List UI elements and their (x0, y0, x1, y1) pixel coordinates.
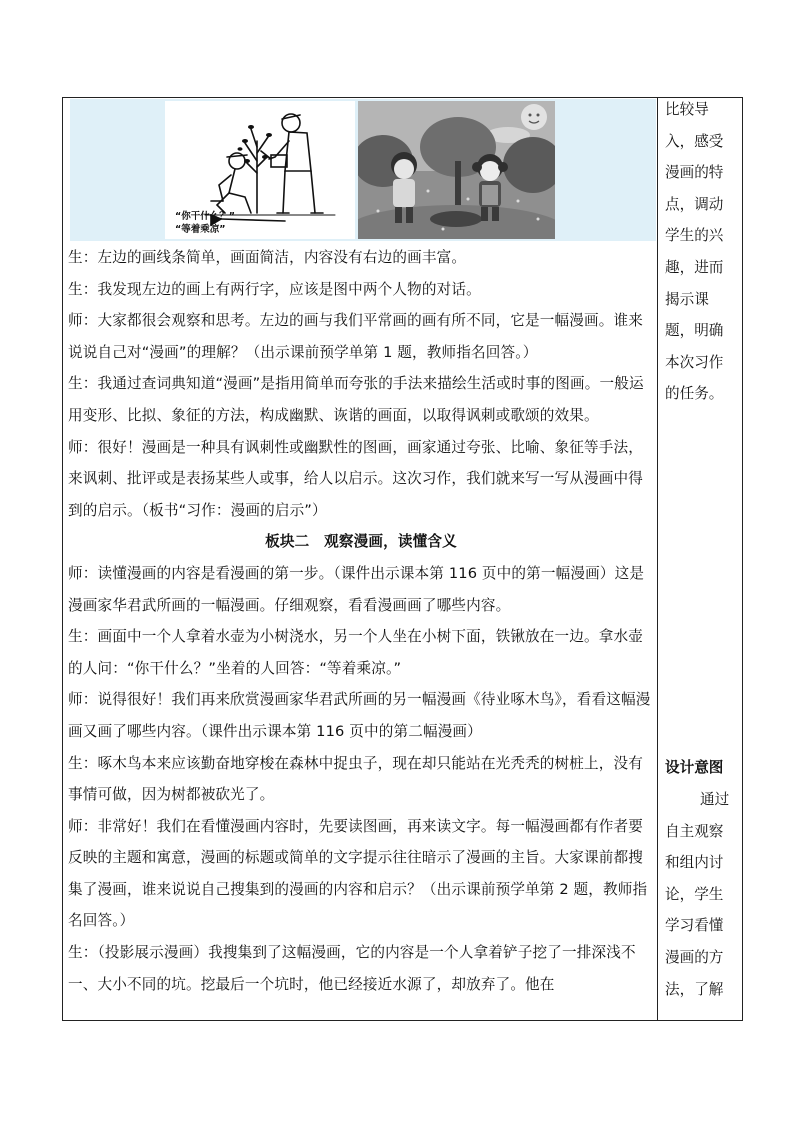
side-note-line: 趣，进而 (665, 258, 724, 276)
side-note-line: 论，学生 (665, 885, 724, 903)
side-note-line: 揭示课 (665, 290, 709, 308)
paragraph: 生：左边的画线条简单，画面简洁，内容没有右边的画丰富。 (68, 249, 467, 266)
paragraph: 生：画面中一个人拿着水壶为小树浇水，另一个人坐在小树下面，铁锹放在一边。拿水壶的人问：“你干什么？”坐着的人回答：“等着乘凉。” (68, 628, 644, 677)
side-note-line: 漫画的方 (665, 948, 724, 966)
side-note-line: 点，调动 (665, 195, 724, 213)
side-note-line: 比较导 (665, 101, 709, 118)
lesson-body (68, 242, 654, 1000)
side-note-line: 自主观察 (665, 822, 724, 840)
side-note-line: 学习看懂 (665, 917, 724, 935)
children-planting-tree-image (358, 101, 555, 239)
side-note-design (665, 784, 737, 1005)
comic-waiting-for-shade-image (165, 101, 355, 239)
paragraph: 生：我通过查词典知道“漫画”是指用简单而夸张的手法来描绘生活或时事的图画。一般运用变形、比拟、象征的方法，构成幽默、诙谐的画面，以取得讽刺或歌颂的效果。 (68, 375, 644, 424)
side-note-line: 学生的兴 (665, 227, 724, 245)
paragraph: 师：很好！漫画是一种具有讽刺性或幽默性的图画，画家通过夸张、比喻、象征等手法，来讽刺、批评或是表扬某些人或事，给人以启示。这次习作，我们就来写一写从漫画中得到的启示。（板书“习作：漫画的启示”） (68, 438, 644, 519)
side-note-line: 和组内讨 (665, 854, 724, 872)
paragraph: 生：我发现左边的画上有两行字，应该是图中两个人物的对话。 (68, 280, 481, 298)
paragraph: 师：读懂漫画的内容是看漫画的第一步。（课件出示课本第 116 页中的第一幅漫画）这是漫画家华君武所画的一幅漫画。仔细观察，看看漫画画了哪些内容。 (68, 564, 645, 614)
side-note-line: 通过 (700, 791, 730, 808)
side-note-intro (665, 94, 737, 410)
column-divider (657, 97, 658, 1021)
comic-caption-answer: “等着乘凉” (175, 224, 226, 235)
comic-caption-question: “你干什么？” (175, 211, 235, 222)
side-note-line: 漫画的特 (665, 164, 724, 182)
paragraph: 师：大家都很会观察和思考。左边的画与我们平常画的画有所不同，它是一幅漫画。谁来说说自己对“漫画”的理解？（出示课前预学单第 1 题，教师指名回答。） (68, 312, 644, 361)
side-note-line: 法，了解 (665, 980, 724, 998)
design-intent-title: 设计意图 (665, 759, 724, 776)
side-note-line: 入，感受 (665, 132, 724, 150)
paragraph: 生：啄木鸟本来应该勤奋地穿梭在森林中捉虫子，现在却只能站在光秃秃的树桩上，没有事情可做，因为树都被砍光了。 (68, 754, 644, 804)
side-note-line: 题，明确 (665, 322, 724, 340)
side-note-line: 的任务。 (665, 385, 724, 403)
section-heading: 板块二 观察漫画，读懂含义 (265, 533, 457, 551)
paragraph: 师：说得很好！我们再来欣赏漫画家华君武所画的另一幅漫画《待业啄木鸟》，看看这幅漫画又画了哪些内容。（课件出示课本第 116 页中的第二幅漫画） (68, 691, 651, 740)
paragraph: 师：非常好！我们在看懂漫画内容时，先要读图画，再来读文字。每一幅漫画都有作者要反映的主题和寓意，漫画的标题或简单的文字提示往往暗示了漫画的主旨。大家课前都搜集了漫画，谁来说说自己搜集到的漫画的内容和启示？（出示课前预学单第 2 题，教师指名回答。） (68, 817, 648, 930)
paragraph: 生：（投影展示漫画）我搜集到了这幅漫画，它的内容是一个人拿着铲子挖了一排深浅不一、大小不同的坑。挖最后一个坑时，他已经接近水源了，却放弃了。他在 (68, 944, 636, 993)
side-note-line: 本次习作 (665, 353, 724, 371)
